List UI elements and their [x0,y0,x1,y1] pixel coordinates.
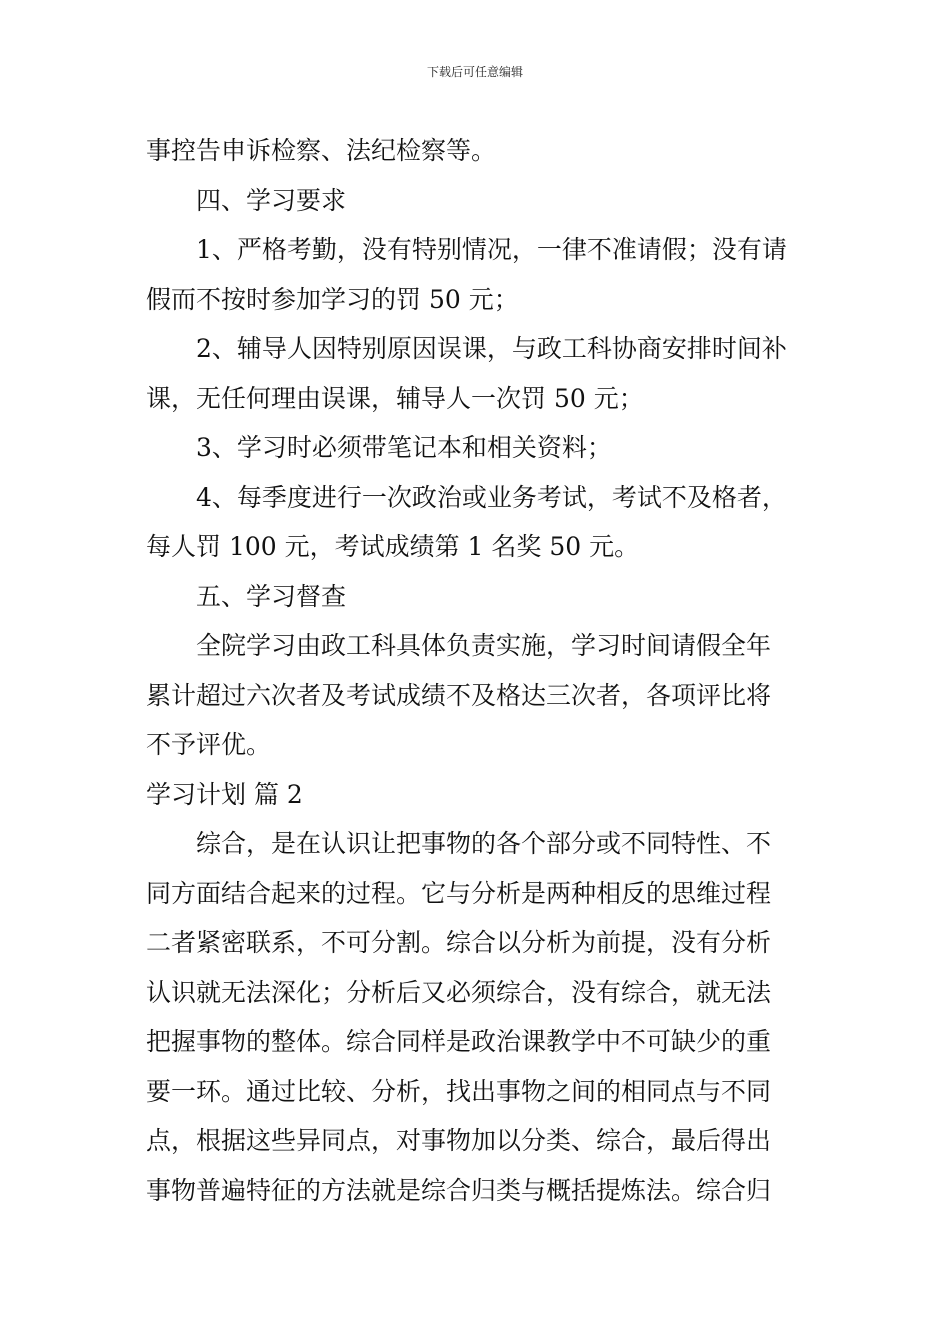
text-line: 同方面结合起来的过程。它与分析是两种相反的思维过程 [146,878,772,908]
section-heading: 五、学习督查 [196,581,347,611]
article-title: 学习计划 篇 2 [146,779,303,809]
text-line: 把握事物的整体。综合同样是政治课教学中不可缺少的重 [146,1027,772,1056]
text-line: 每人罚 100 元，考试成绩第 1 名奖 50 元。 [146,532,640,561]
text-line: 认识就无法深化；分析后又必须综合，没有综合，就无法 [146,977,772,1007]
text-line: 3、学习时必须带笔记本和相关资料； [196,433,612,462]
section-heading: 四、学习要求 [196,185,347,215]
text-line: 课，无任何理由误课，辅导人一次罚 50 元； [146,383,644,413]
text-line: 点，根据这些异同点，对事物加以分类、综合，最后得出 [146,1126,772,1155]
page-header: 下载后可任意编辑 [426,65,523,79]
text-line: 假而不按时参加学习的罚 50 元； [146,284,519,314]
text-line: 累计超过六次者及考试成绩不及格达三次者，各项评比将 [146,680,772,710]
text-line: 要一环。通过比较、分析，找出事物之间的相同点与不同 [146,1076,772,1106]
text-line: 1、严格考勤，没有特别情况，一律不准请假；没有请 [196,235,787,264]
text-line: 事物普遍特征的方法就是综合归类与概括提炼法。综合归 [146,1175,772,1205]
text-line: 2、辅导人因特别原因误课，与政工科协商安排时间补 [196,334,787,363]
document-body [146,126,806,1215]
text-line: 4、每季度进行一次政治或业务考试，考试不及格者， [196,482,787,512]
text-line: 全院学习由政工科具体负责实施，学习时间请假全年 [196,631,772,660]
text-line: 事控告申诉检察、法纪检察等。 [146,136,497,165]
text-line: 二者紧密联系，不可分割。综合以分析为前提，没有分析 [146,928,772,957]
text-line: 不予评优。 [146,730,272,759]
text-line: 综合，是在认识让把事物的各个部分或不同特性、不 [196,829,772,858]
